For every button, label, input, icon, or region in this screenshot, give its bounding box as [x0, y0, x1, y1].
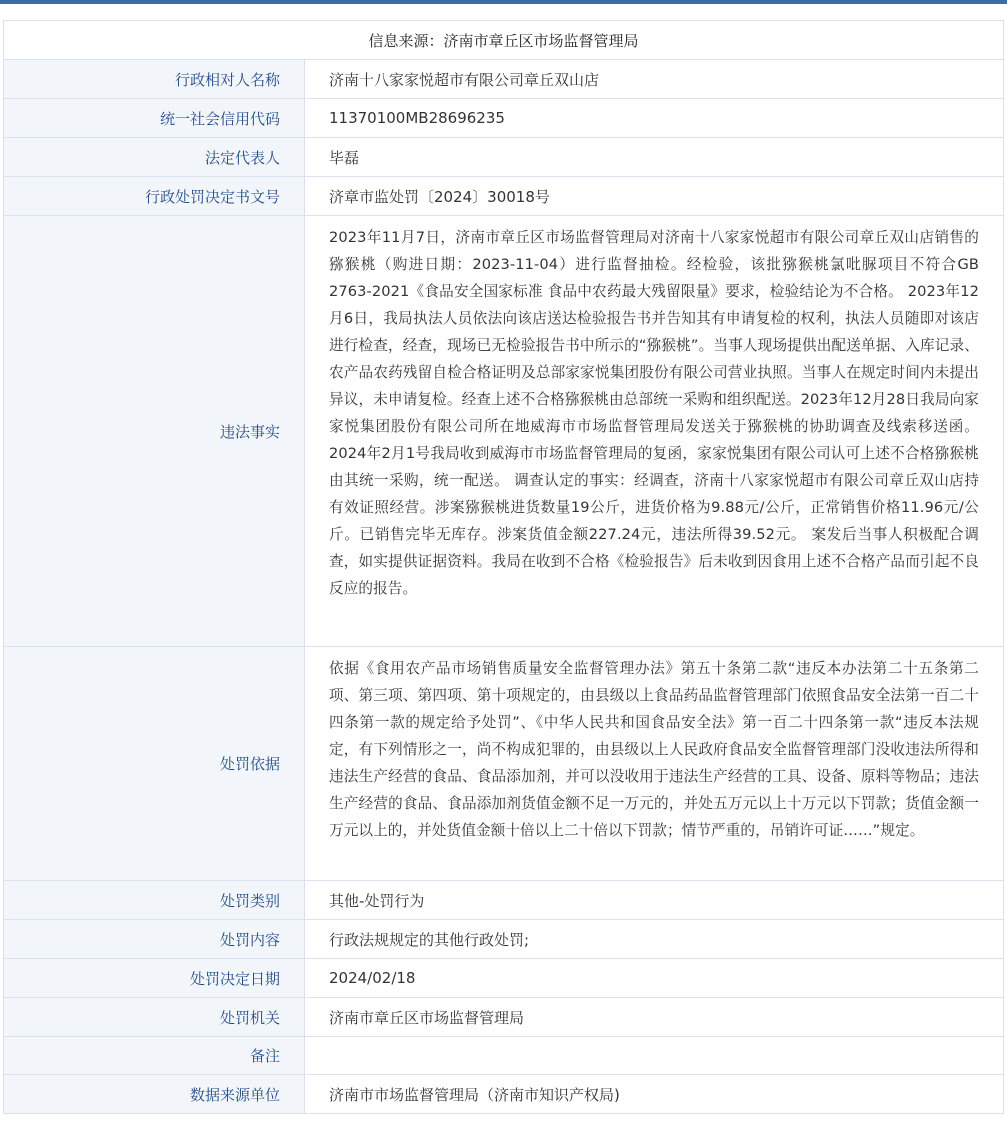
row-penalty-authority: [3, 998, 1004, 1037]
value-penalty-authority: 济南市章丘区市场监督管理局: [329, 1008, 525, 1027]
row-data-source-unit: [3, 1075, 1004, 1114]
value-penalty-basis: 依据《食用农产品市场销售质量安全监督管理办法》第五十条第二款“违反本办法第二十五条第二项、第三项、第四项、第十项规定的，由县级以上食品药品监督管理部门依照食品安全法第一百二十四条第一款的规定给予处罚”、《中华人民共和国食品安全法》第一百二十四条第一款“违反本法规定，有下列情形之一，尚不构成犯罪的，由县级以上人民政府食品安全监督管理部门没收违法所得和违法生产经营的食品、食品添加剂，并可以没收用于违法生产经营的工具、设备、原料等物品；违法生产经营的食品、食品添加剂货值金额不足一万元的，并处五万元以上十万元以下罚款；货值金额一万元以上的，并处货值金额十倍以上二十倍以下罚款；情节严重的，吊销许可证……”规定。: [329, 660, 979, 839]
row-decision-number: [3, 177, 1004, 216]
value-remarks: [305, 1037, 1003, 1074]
label-credit-code: 统一社会信用代码: [4, 99, 305, 137]
value-illegal-facts: 2023年11月7日，济南市章丘区市场监督管理局对济南十八家家悦超市有限公司章丘双山店销售的猕猴桃（购进日期：2023-11-04）进行监督抽检。经检验，该批猕猴桃氯吡脲项目不符合GB 2763-2021《食品安全国家标准 食品中农药最大残留限量》要求，检验结论为不合格。 2023年12月6日，我局执法人员依法向该店送达检验报告书并告知其有申请复检的权利，执法人员随即对该店进行检查，经查，现场已无检验报告书中所示的“猕猴桃”。当事人现场提供出配送单据、入库记录、农产品农药残留自检合格证明及总部家家悦集团股份有限公司营业执照。当事人在规定时间内未提出异议，未申请复检。经查上述不合格猕猴桃由总部统一采购和组织配送。2023年12月28日我局向家家悦集团股份有限公司所在地威海市市场监督管理局发送关于猕猴桃的协助调查及线索移送函。2024年2月1号我局收到威海市市场监督管理局的复函，家家悦集团有限公司认可上述不合格猕猴桃由其统一采购，统一配送。 调查认定的事实：经调查，济南十八家家悦超市有限公司章丘双山店持有效证照经营。涉案猕猴桃进货数量19公斤，进货价格为9.88元/公斤，正常销售价格11.96元/公斤。已销售完毕无库存。涉案货值金额227.24元，违法所得39.52元。 案发后当事人积极配合调查，如实提供证据资料。我局在收到不合格《检验报告》后未收到因食用上述不合格产品而引起不良反应的报告。: [329, 229, 979, 597]
info-source-row: [3, 21, 1004, 60]
row-illegal-facts: [3, 216, 1004, 647]
label-penalty-authority: 处罚机关: [4, 998, 305, 1036]
row-penalty-content: [3, 920, 1004, 959]
value-decision-date: 2024/02/18: [329, 969, 416, 987]
label-data-source-unit: 数据来源单位: [4, 1075, 305, 1113]
row-credit-code: [3, 99, 1004, 138]
label-penalty-basis: 处罚依据: [4, 647, 305, 880]
label-decision-date: 处罚决定日期: [4, 959, 305, 997]
value-legal-representative: 毕磊: [329, 148, 360, 167]
label-illegal-facts: 违法事实: [4, 216, 305, 646]
row-counterparty-name: [3, 60, 1004, 99]
label-decision-number: 行政处罚决定书文号: [4, 177, 305, 215]
row-penalty-category: [3, 881, 1004, 920]
penalty-info-table: [3, 20, 1004, 1114]
label-remarks: 备注: [4, 1037, 305, 1074]
value-penalty-category: 其他-处罚行为: [329, 891, 425, 910]
top-accent-bar: [0, 0, 1007, 4]
row-remarks: [3, 1037, 1004, 1075]
value-counterparty-name: 济南十八家家悦超市有限公司章丘双山店: [329, 70, 600, 89]
label-counterparty-name: 行政相对人名称: [4, 60, 305, 98]
value-decision-number: 济章市监处罚〔2024〕30018号: [329, 187, 550, 206]
value-credit-code: 11370100MB28696235: [329, 109, 505, 127]
label-penalty-content: 处罚内容: [4, 920, 305, 958]
info-source-value: 济南市章丘区市场监督管理局: [443, 31, 639, 50]
label-penalty-category: 处罚类别: [4, 881, 305, 919]
info-source-label: 信息来源：: [368, 31, 444, 50]
value-data-source-unit: 济南市市场监督管理局（济南市知识产权局): [329, 1085, 620, 1104]
value-penalty-content: 行政法规规定的其他行政处罚;: [329, 930, 530, 949]
row-penalty-basis: [3, 647, 1004, 881]
label-legal-representative: 法定代表人: [4, 138, 305, 176]
row-legal-representative: [3, 138, 1004, 177]
row-decision-date: [3, 959, 1004, 998]
